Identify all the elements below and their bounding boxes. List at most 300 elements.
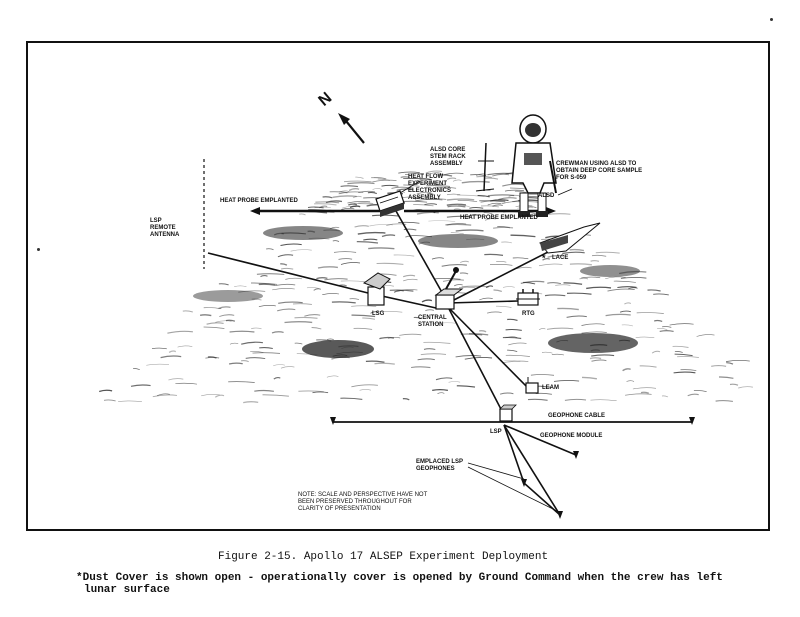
cable-lsp (448, 307, 504, 415)
terrain-stroke (677, 357, 699, 358)
label-geophone-module: GEOPHONE MODULE (540, 433, 603, 439)
terrain-stroke (358, 233, 386, 235)
terrain-stroke (637, 313, 664, 314)
terrain-stroke (215, 395, 224, 397)
terrain-stroke (487, 312, 502, 313)
terrain-stroke (278, 255, 293, 257)
terrain-stroke (234, 286, 246, 287)
leam-instrument (526, 377, 538, 393)
terrain-stroke (596, 252, 620, 253)
terrain-stroke (228, 382, 255, 383)
terrain-stroke (167, 331, 193, 333)
terrain-stroke (355, 226, 369, 227)
terrain-stroke (582, 377, 597, 378)
terrain-stroke (425, 310, 434, 311)
terrain-stroke (624, 303, 630, 304)
terrain-stroke (586, 287, 611, 288)
terrain-stroke (280, 264, 287, 265)
terrain-stroke (266, 249, 273, 250)
terrain-stroke (502, 184, 523, 186)
terrain-stroke (333, 196, 357, 197)
terrain-stroke (590, 358, 601, 359)
terrain-stroke (501, 242, 512, 243)
terrain-stroke (428, 221, 455, 222)
lunar-surface-scene (28, 43, 768, 529)
terrain-stroke (293, 304, 312, 305)
terrain-stroke (726, 360, 750, 361)
terrain-stroke (562, 252, 584, 253)
terrain-stroke (229, 363, 243, 364)
terrain-stroke (675, 351, 683, 352)
terrain-stroke (654, 321, 662, 322)
terrain-stroke (542, 352, 552, 353)
terrain-stroke (421, 354, 446, 355)
terrain-stroke (339, 259, 353, 260)
terrain-stroke (496, 261, 506, 262)
terrain-stroke (502, 361, 528, 363)
terrain-stroke (241, 342, 263, 344)
terrain-stroke (719, 377, 733, 378)
terrain-stroke (479, 298, 492, 300)
terrain-stroke (205, 357, 219, 358)
terrain-stroke (274, 378, 281, 380)
label-lsg: LSG (372, 311, 385, 317)
terrain-stroke (241, 361, 249, 362)
terrain-stroke (459, 287, 476, 288)
terrain-stroke (313, 392, 329, 393)
geophone-line (504, 425, 576, 455)
terrain-stroke (662, 326, 671, 327)
label-rtg: RTG (522, 311, 535, 317)
terrain-stroke (492, 174, 509, 176)
terrain-stroke (554, 380, 579, 381)
terrain-stroke (620, 311, 631, 312)
terrain-stroke (344, 181, 372, 182)
terrain-stroke (403, 399, 409, 400)
terrain-stroke (351, 385, 378, 387)
terrain-stroke (175, 383, 197, 384)
terrain-stroke (360, 389, 371, 390)
terrain-stroke (570, 250, 584, 251)
terrain-stroke (633, 388, 656, 389)
terrain-stroke (219, 307, 231, 309)
terrain-stroke (511, 235, 536, 236)
footnote-line-2: lunar surface (84, 584, 170, 596)
terrain-stroke (688, 394, 699, 396)
terrain-stroke (368, 193, 377, 194)
terrain-stroke (726, 363, 733, 364)
terrain-stroke (494, 290, 502, 291)
terrain-stroke (133, 368, 140, 369)
terrain-stroke (567, 316, 587, 317)
terrain-stroke (458, 200, 477, 201)
terrain-stroke (506, 355, 530, 356)
terrain-stroke (316, 278, 327, 279)
terrain-stroke (681, 370, 697, 371)
terrain-stroke (653, 294, 669, 295)
terrain-stroke (462, 182, 490, 183)
terrain-stroke (131, 385, 151, 386)
terrain-stroke (539, 264, 562, 266)
terrain-stroke (219, 284, 229, 285)
terrain-stroke (662, 396, 668, 397)
terrain-stroke (539, 328, 545, 329)
terrain-stroke (418, 359, 435, 360)
terrain-stroke (515, 191, 526, 192)
label-lace-asterisk: * (542, 253, 546, 263)
crater (580, 265, 640, 277)
terrain-stroke (351, 306, 376, 307)
geophone-marker (330, 417, 336, 425)
terrain-stroke (278, 302, 303, 303)
crater (263, 226, 343, 240)
terrain-stroke (347, 183, 374, 184)
label-emplaced-geophones: EMPLACED LSP GEOPHONES (416, 459, 464, 472)
terrain-stroke (436, 378, 452, 380)
terrain-stroke (448, 206, 466, 207)
terrain-stroke (341, 186, 358, 187)
terrain-stroke (399, 334, 421, 335)
terrain-stroke (591, 355, 614, 356)
label-lace: LACE (552, 255, 569, 261)
terrain-stroke (507, 319, 517, 320)
cable-hfe (396, 211, 448, 303)
terrain-stroke (557, 308, 579, 309)
terrain-stroke (674, 372, 696, 373)
terrain-stroke (484, 213, 493, 214)
terrain-stroke (505, 190, 524, 191)
terrain-stroke (259, 305, 276, 306)
terrain-stroke (327, 376, 339, 377)
label-alsd-core-stem-rack: ALSD CORE STEM RACK ASSEMBLY (430, 147, 466, 167)
terrain-stroke (493, 227, 513, 228)
terrain-stroke (606, 314, 631, 315)
terrain-stroke (398, 172, 420, 173)
terrain-stroke (496, 306, 511, 307)
terrain-stroke (673, 346, 689, 347)
terrain-stroke (503, 337, 521, 338)
terrain-stroke (334, 252, 356, 253)
terrain-stroke (259, 284, 275, 285)
terrain-stroke (281, 367, 294, 369)
footnote-line-1: *Dust Cover is shown open - operationally cover is opened by Ground Command when the crew has left (76, 572, 723, 584)
terrain-stroke (614, 281, 636, 282)
terrain-stroke (697, 335, 715, 337)
terrain-stroke (272, 288, 295, 289)
terrain-stroke (354, 328, 373, 329)
terrain-stroke (627, 381, 635, 382)
cable-leam (448, 307, 530, 390)
terrain-stroke (257, 274, 284, 275)
terrain-stroke (169, 351, 176, 352)
terrain-stroke (640, 366, 657, 367)
terrain-stroke (622, 325, 633, 326)
lace-instrument (540, 223, 600, 253)
terrain-stroke (318, 267, 338, 268)
terrain-stroke (272, 332, 284, 333)
label-leam: LEAM (542, 385, 559, 391)
terrain-stroke (636, 337, 655, 338)
terrain-stroke (357, 242, 378, 243)
label-alsd: ALSD (538, 193, 555, 199)
terrain-stroke (382, 185, 399, 186)
terrain-stroke (254, 391, 274, 392)
terrain-stroke (314, 289, 321, 291)
terrain-stroke (281, 244, 302, 245)
terrain-stroke (547, 283, 561, 284)
terrain-stroke (295, 317, 318, 318)
terrain-stroke (716, 401, 733, 402)
terrain-stroke (547, 328, 573, 329)
note-text: NOTE: SCALE AND PERSPECTIVE HAVE NOT BEEN PRESERVED THROUGHOUT FOR CLARITY OF PRESENTATION (298, 492, 428, 512)
terrain-stroke (454, 209, 461, 210)
terrain-stroke (625, 394, 652, 395)
terrain-stroke (341, 281, 368, 282)
terrain-stroke (457, 386, 475, 387)
terrain-stroke (570, 264, 592, 265)
terrain-stroke (565, 399, 586, 400)
figure-caption: Figure 2-15. Apollo 17 ALSEP Experiment Deployment (218, 551, 549, 563)
terrain-stroke (545, 295, 565, 296)
terrain-stroke (243, 402, 258, 403)
terrain-stroke (153, 395, 177, 397)
terrain-stroke (456, 356, 482, 357)
terrain-stroke (373, 189, 382, 190)
terrain-stroke (314, 204, 336, 205)
terrain-stroke (424, 204, 437, 205)
geophone-marker (573, 451, 579, 459)
terrain-stroke (652, 351, 660, 353)
terrain-stroke (422, 300, 432, 302)
terrain-stroke (261, 276, 268, 277)
terrain-stroke (481, 206, 499, 207)
geophone-marker (557, 511, 563, 519)
terrain-stroke (648, 290, 661, 291)
terrain-stroke (350, 299, 359, 300)
terrain-stroke (462, 286, 489, 287)
terrain-stroke (621, 277, 647, 278)
terrain-stroke (394, 290, 404, 292)
terrain-stroke (263, 395, 289, 396)
terrain-stroke (291, 250, 312, 252)
heat-flow-electronics-box (376, 191, 404, 217)
terrain-stroke (460, 273, 468, 274)
terrain-stroke (349, 189, 359, 191)
terrain-stroke (161, 356, 182, 358)
crater (418, 234, 498, 248)
terrain-stroke (443, 280, 464, 282)
terrain-stroke (694, 391, 707, 392)
terrain-stroke (375, 363, 395, 364)
terrain-stroke (307, 287, 319, 288)
lsp-instrument (500, 405, 516, 421)
terrain-stroke (738, 387, 753, 388)
terrain-stroke (382, 235, 395, 237)
terrain-stroke (104, 400, 116, 401)
terrain-stroke (456, 230, 484, 231)
terrain-stroke (451, 233, 464, 234)
terrain-stroke (591, 400, 617, 401)
terrain-stroke (403, 279, 417, 281)
terrain-stroke (363, 239, 377, 240)
label-lsp: LSP (490, 429, 502, 435)
label-heat-flow-electronics: HEAT FLOW EXPERIMENT ELECTRONICS ASSEMBLY (408, 174, 452, 201)
terrain-stroke (377, 263, 404, 264)
terrain-stroke (628, 288, 637, 289)
terrain-stroke (623, 369, 631, 371)
terrain-stroke (460, 261, 469, 262)
terrain-stroke (394, 255, 415, 256)
terrain-stroke (591, 261, 599, 262)
terrain-stroke (641, 392, 649, 393)
terrain-stroke (580, 278, 588, 279)
terrain-stroke (447, 199, 474, 200)
terrain-stroke (508, 343, 526, 345)
north-arrow (338, 113, 364, 143)
terrain-stroke (392, 187, 409, 188)
terrain-stroke (259, 348, 273, 349)
terrain-stroke (500, 393, 513, 394)
terrain-stroke (204, 327, 225, 329)
terrain-stroke (484, 254, 503, 255)
terrain-stroke (285, 322, 313, 323)
terrain-stroke (449, 381, 461, 382)
terrain-stroke (273, 365, 285, 366)
terrain-stroke (219, 315, 234, 317)
terrain-stroke (362, 318, 375, 319)
terrain-stroke (152, 348, 167, 349)
crater (302, 340, 374, 358)
terrain-stroke (277, 309, 295, 311)
terrain-stroke (295, 343, 303, 344)
terrain-stroke (355, 177, 363, 178)
terrain-stroke (230, 331, 255, 332)
terrain-stroke (411, 367, 430, 368)
terrain-stroke (657, 328, 667, 329)
terrain-stroke (513, 258, 529, 259)
terrain-stroke (485, 178, 498, 179)
terrain-stroke (398, 222, 419, 223)
terrain-stroke (299, 214, 305, 215)
terrain-stroke (608, 289, 635, 291)
terrain-stroke (447, 204, 466, 205)
terrain-stroke (354, 203, 377, 204)
crater (548, 333, 638, 353)
terrain-stroke (368, 248, 394, 249)
terrain-stroke (582, 324, 605, 326)
terrain-stroke (168, 379, 183, 380)
margin-speck (37, 248, 40, 251)
terrain-stroke (304, 315, 320, 317)
terrain-stroke (592, 255, 606, 256)
terrain-stroke (675, 354, 693, 356)
terrain-stroke (465, 357, 492, 359)
terrain-stroke (285, 278, 302, 279)
terrain-stroke (555, 285, 570, 286)
terrain-stroke (506, 330, 522, 331)
terrain-stroke (490, 264, 512, 265)
terrain-stroke (660, 331, 674, 332)
terrain-stroke (200, 315, 211, 316)
terrain-stroke (341, 263, 360, 265)
terrain-stroke (567, 293, 592, 294)
terrain-stroke (178, 346, 193, 347)
terrain-stroke (253, 353, 281, 354)
rtg-instrument (516, 289, 540, 305)
terrain-stroke (564, 283, 583, 284)
terrain-stroke (552, 354, 564, 355)
terrain-stroke (251, 328, 261, 329)
terrain-stroke (342, 206, 357, 208)
north-label: N (315, 89, 336, 110)
terrain-stroke (340, 398, 362, 399)
terrain-stroke (528, 399, 548, 400)
terrain-stroke (312, 328, 322, 330)
geophone-marker (689, 417, 695, 425)
terrain-stroke (730, 384, 738, 385)
terrain-stroke (298, 391, 323, 392)
label-lsp-remote-antenna: LSP REMOTE ANTENNA (150, 218, 180, 238)
terrain-stroke (341, 208, 354, 209)
terrain-stroke (275, 284, 295, 285)
terrain-stroke (469, 208, 483, 209)
terrain-stroke (670, 324, 694, 325)
terrain-stroke (493, 205, 503, 206)
label-heat-probe-right: HEAT PROBE EMPLANTED (460, 215, 538, 221)
terrain-stroke (617, 287, 636, 288)
terrain-stroke (438, 393, 445, 394)
terrain-stroke (322, 293, 339, 294)
terrain-stroke (230, 343, 238, 344)
terrain-stroke (445, 224, 471, 225)
terrain-stroke (503, 287, 515, 288)
terrain-stroke (432, 258, 444, 259)
terrain-stroke (348, 204, 357, 205)
terrain-stroke (453, 180, 462, 181)
terrain-stroke (711, 366, 726, 367)
label-crewman: CREWMAN USING ALSD TO OBTAIN DEEP CORE SAMPLE FOR S-059 (556, 161, 643, 181)
terrain-stroke (479, 331, 486, 332)
terrain-stroke (324, 279, 347, 280)
label-central-station: CENTRAL STATION (418, 315, 447, 328)
terrain-stroke (207, 323, 224, 324)
crater (193, 290, 263, 302)
label-geophone-cable: GEOPHONE CABLE (548, 413, 606, 419)
terrain-stroke (413, 204, 433, 205)
cable-rtg (448, 301, 518, 303)
terrain-stroke (327, 339, 334, 340)
terrain-stroke (146, 364, 169, 365)
terrain-stroke (507, 350, 517, 351)
terrain-stroke (432, 390, 448, 391)
terrain-stroke (417, 212, 439, 214)
terrain-stroke (424, 349, 435, 350)
terrain-stroke (118, 401, 142, 402)
terrain-stroke (366, 361, 385, 362)
terrain-stroke (442, 265, 467, 267)
margin-speck (770, 18, 773, 21)
terrain-stroke (454, 284, 463, 285)
terrain-stroke (333, 241, 339, 242)
lsg-instrument (364, 273, 390, 305)
terrain-stroke (371, 178, 386, 179)
terrain-stroke (281, 268, 293, 269)
terrain-stroke (592, 360, 607, 361)
terrain-stroke (99, 390, 112, 391)
terrain-stroke (403, 275, 415, 276)
terrain-stroke (183, 311, 193, 312)
terrain-stroke (423, 342, 450, 343)
